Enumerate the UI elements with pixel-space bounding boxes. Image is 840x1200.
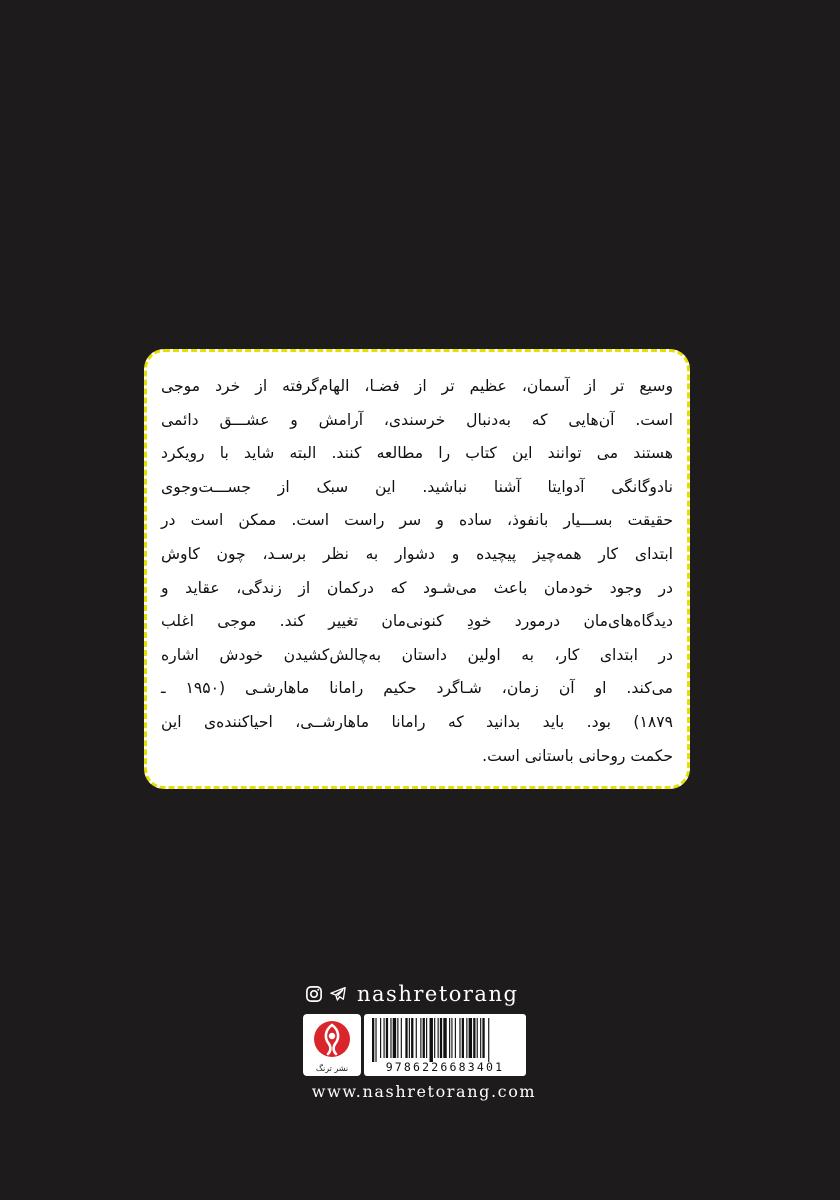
blurb-line: حکمت روحانی باستانی است. [482, 746, 673, 765]
blurb-text [161, 370, 673, 773]
blurb-line: هستند می توانند این کتاب را مطالعه کنند. البته شاید با رویکرد [161, 444, 673, 463]
telegram-icon [329, 985, 347, 1003]
blurb-line: در ابتدای کار، به اولین داستان به‌چالش‌کشیدن خودش اشاره [161, 645, 673, 664]
publisher-emblem-icon [312, 1018, 352, 1062]
blurb-line: در وجود خودمان باعث می‌شـود که درکمان از زندگی، عقاید و [161, 578, 673, 597]
blurb-line: ۱۸۷۹) بود. باید بدانید که رامانا ماهارشــی، احیاکننده‌ی این [161, 712, 673, 731]
publisher-logo [303, 1014, 361, 1076]
social-media-row [305, 980, 518, 1008]
website-url: www.nashretorang.com [311, 1082, 537, 1101]
blurb-line: دیدگاه‌های‌مان درمورد خودِ کنونی‌مان تغییر کند. موجی اغلب [161, 612, 673, 631]
isbn-barcode [364, 1014, 526, 1076]
isbn-number: 9786226683401 [385, 1060, 505, 1074]
social-handle: nashretorang [357, 982, 519, 1006]
blurb-line: می‌کند. او آن زمان، شـاگرد حکیم رامانا ماهارشـی (۱۹۵۰ ـ [161, 679, 673, 698]
instagram-icon [305, 985, 323, 1003]
blurb-line: است. آن‌هایی که به‌دنبال خرسندی، آرامش و عشـــق دائمی [161, 410, 673, 429]
publisher-name: نشر ترنگ [315, 1064, 349, 1073]
blurb-line: حقیقت بســـیار بانفوذ، ساده و سر راست است. ممکن است در [161, 511, 673, 530]
blurb-line: ابتدای کار همه‌چیز پیچیده و دشوار به نظر برسـد، چون کاوش [161, 544, 673, 563]
back-cover-blurb-panel [144, 349, 690, 789]
blurb-line: نادوگانگی آدوایتا آشنا نباشید. این سبک از جســـت‌وجوی [161, 477, 673, 496]
barcode-bars [364, 1014, 526, 1062]
blurb-line: وسیع تر از آسمان، عظیم تر از فضـا، الهام‌گرفته از خرد موجی [161, 377, 673, 395]
